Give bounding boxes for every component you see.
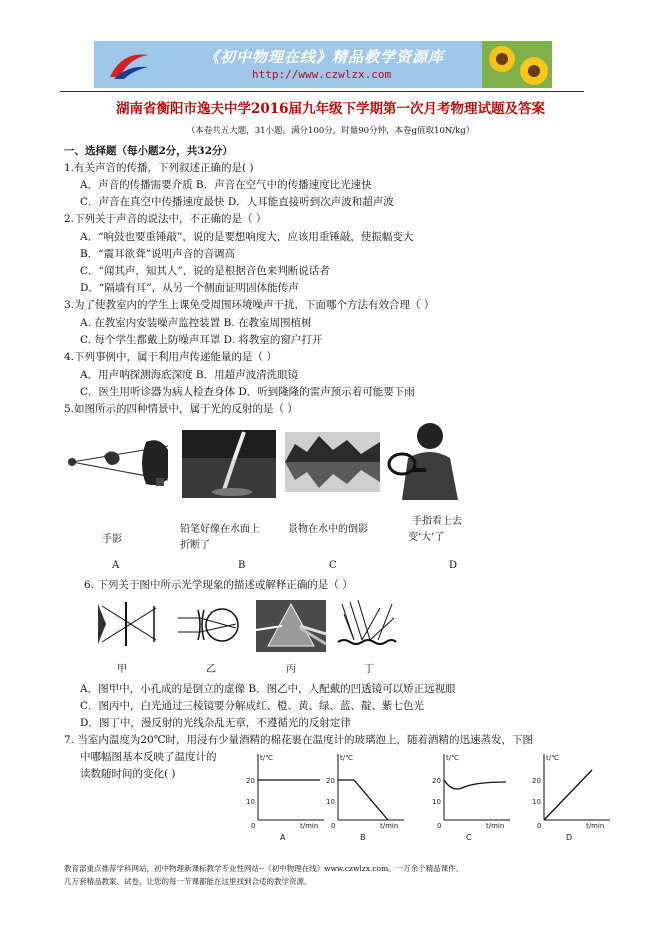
magnifier-finger-image: [384, 418, 464, 500]
reflection-image: [285, 432, 380, 492]
y-axis-label: t/℃: [446, 754, 459, 762]
temperature-curve: [444, 780, 506, 789]
question-2-option-a: A．“响鼓也要重锤敲”，说的是要想响度大，应该用重锤敲，使振幅变大: [80, 231, 414, 243]
prism-image: [256, 600, 326, 652]
temperature-graph-d: [530, 748, 612, 842]
question-7-stem-line1: 7. 当室内温度为20℃时，用浸有少量酒精的棉花裹在温度计的玻璃泡上，随着酒精的迅速蒸发，下图: [64, 734, 533, 746]
question-6-options-ab: A．图甲中，小孔成的是倒立的虚像 B．图乙中，人配戴的凹透镜可以矫正远视眼: [80, 683, 456, 695]
question-1-stem: 1.有关声音的传播，下列叙述正确的是( ): [64, 162, 254, 174]
q6-label-yi: 乙: [206, 664, 216, 675]
temperature-graph-a: [244, 748, 326, 842]
q5-letter-c: C: [329, 560, 337, 571]
question-3-options-ab: A. 在教室内安装噪声监控装置 B. 在教室周围植树: [80, 317, 312, 329]
banner-title: 《初中物理在线》精品教学资源库: [204, 48, 445, 66]
q5-caption-c: 景物在水中的倒影: [288, 524, 368, 535]
graph-label: B: [360, 833, 366, 842]
temperature-graph-c: [430, 748, 512, 842]
origin-label: 0: [437, 822, 442, 830]
question-6-option-d: D．图丁中，漫反射的光线杂乱无章，不遵循光的反射定律: [80, 717, 351, 729]
temperature-curve: [338, 780, 388, 820]
temperature-graph-b: [324, 748, 406, 842]
q5-caption-b-line2: 折断了: [180, 540, 210, 551]
temperature-curve: [544, 770, 592, 820]
question-2-option-b: B．“震耳欲聋”说明声音的音调高: [80, 248, 235, 260]
tick-10: 10: [326, 798, 335, 806]
x-axis-label: t/min: [486, 822, 505, 830]
question-1-options-cd: C．声音在真空中传播速度最快 D．人耳能直接听到次声波和超声波: [80, 196, 394, 208]
tick-20: 20: [326, 777, 335, 785]
q5-caption-b-line1: 铅笔好像在水面上: [180, 524, 260, 535]
question-3-options-cd: C. 每个学生都戴上防噪声耳罩 D. 将教室的窗户打开: [80, 334, 323, 346]
tick-10: 10: [432, 798, 441, 806]
question-2-option-d: D．“隔墙有耳”，从另一个侧面证明固体能传声: [80, 282, 299, 294]
question-2-stem: 2.下列关于声音的说法中，不正确的是（ ）: [64, 213, 267, 225]
q5-letter-b: B: [238, 560, 246, 571]
question-6-stem: 6. 下列关于图中所示光学现象的描述或解释正确的是（ ）: [84, 579, 353, 591]
banner-url[interactable]: http://www.czwlzx.com: [252, 68, 392, 81]
sunflower-icon: [482, 41, 552, 88]
footer-line-1: 教育部重点推荐学科网站，初中物理新课标教学专业性网站--《初中物理在线》www.czwlzx.com。一万余个精品课件、: [64, 864, 464, 873]
q5-caption-d-line1: 手指看上去: [412, 516, 462, 527]
hand-shadow-image: [64, 432, 176, 492]
section-heading: 一、选择题（每小题2分，共32分）: [64, 145, 233, 157]
x-axis-label: t/min: [300, 822, 319, 830]
question-1-options-ab: A．声音的传播需要介质 B．声音在空气中的传播速度比光速快: [80, 179, 372, 191]
footer-line-2: 几万套精品教案、试卷，让您的每一节课都能在这里找到合适的教学资源。: [64, 877, 312, 886]
question-4-stem: 4.下列事例中，属于利用声传递能量的是（ ）: [64, 351, 277, 363]
q6-label-bing: 丙: [286, 664, 296, 675]
y-axis-label: t/℃: [260, 754, 273, 762]
site-banner: [94, 41, 552, 88]
pencil-in-water-image: [182, 430, 276, 498]
origin-label: 0: [251, 822, 256, 830]
graph-label: D: [566, 833, 573, 842]
q5-caption-d-line2: 变‘大’了: [408, 532, 445, 543]
question-4-options-ab: A．用声呐探测海底深度 B．用超声波清洗眼镜: [80, 369, 299, 381]
question-7-stem-line2: 中哪幅图基本反映了温度计的: [80, 751, 217, 763]
diffuse-reflection-image: [336, 598, 398, 650]
y-axis-label: t/℃: [546, 754, 559, 762]
pinhole-camera-image: [96, 600, 160, 648]
question-2-option-c: C．“闻其声，知其人”，说的是根据音色来判断说话者: [80, 265, 330, 277]
graph-label: C: [466, 833, 472, 842]
graph-label: A: [280, 833, 286, 842]
header-rule: [60, 91, 584, 92]
tick-20: 20: [532, 777, 541, 785]
q5-caption-a: 手影: [102, 534, 122, 545]
question-5-stem: 5.如图所示的四种情景中，属于光的反射的是（ ）: [64, 403, 298, 415]
question-4-options-cd: C．医生用听诊器为病人检查身体 D．听到隆隆的雷声预示着可能要下雨: [80, 386, 415, 398]
x-axis-label: t/min: [586, 822, 605, 830]
exam-info: （本卷共五大题，31小题，满分100分，时量90分钟，本卷g值取10N/kg）: [186, 126, 475, 136]
origin-label: 0: [331, 822, 336, 830]
tick-10: 10: [246, 798, 255, 806]
tick-20: 20: [246, 777, 255, 785]
site-logo-icon: [108, 49, 150, 81]
y-axis-label: t/℃: [340, 754, 353, 762]
tick-20: 20: [432, 777, 441, 785]
q5-letter-d: D: [449, 560, 458, 571]
q6-label-jia: 甲: [117, 664, 127, 675]
page-footer: [64, 862, 463, 888]
page-title: 湖南省衡阳市逸夫中学2016届九年级下学期第一次月考物理试题及答案: [115, 101, 546, 117]
q5-letter-a: A: [112, 560, 120, 571]
origin-label: 0: [537, 822, 542, 830]
tick-10: 10: [532, 798, 541, 806]
x-axis-label: t/min: [380, 822, 399, 830]
question-6-option-c: C．图丙中，白光通过三棱镜要分解成红、橙、黄、绿、蓝、靛、紫七色光: [80, 700, 425, 712]
q6-label-ding: 丁: [364, 664, 374, 675]
question-3-stem: 3.为了使教室内的学生上课免受周围环境噪声干扰，下面哪个方法有效合理（ ）: [64, 299, 435, 311]
question-7-stem-line3: 读数随时间的变化( ): [80, 768, 176, 780]
eye-lens-image: [178, 604, 240, 646]
